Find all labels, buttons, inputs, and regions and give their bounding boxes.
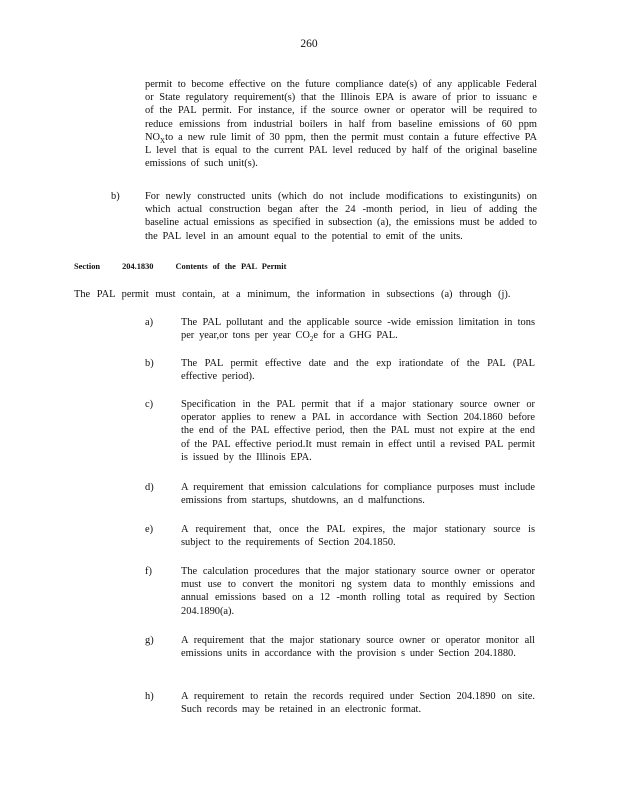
list-item-text: A requirement that, once the PAL expires, the major stationary source is subject to the requirements of Section 204.1850. [181,524,535,549]
page-number: 260 [300,38,318,50]
list-item-text: The PAL pollutant and the applicable source -wide emission limitation in tons per year,or tons per year $CO_2e$ for a GHG PAL. [181,317,535,344]
list-item-c [145,398,537,464]
list-item-text: Specification in the PAL permit that if a major stationary source owner or operator applies to renew a PAL in accordance with Section 204.1860 before the end of the PAL effective period, then the PAL must not expire at the end of the PAL effective period.It must remain in effect until a revised PAL permit is issued by the Illinois EPA. [181,399,535,463]
list-item-label: a) [145,317,154,328]
intro-paragraph: permit to become effective on the future compliance date(s) of any applicable Federal or State regulatory requirement(s) that the Illinois EPA is aware of prior to issuanc e of the PAL permit. For instance, if the source owner or operator will be required to reduce emissions from industrial boilers in half from baseline emissions of 60 ppm $NO_Xto$ a new rule limit of 30 ppm, then the permit must contain a future effective PA L level that is equal to the current PAL level reduced by half of the original baseline emissions of such unit(s). [145,79,537,170]
list-item-e [145,523,537,549]
section-label: Section [74,262,101,271]
list-item-d [145,481,537,507]
list-item-label: b) [145,358,154,369]
list-item-label: d) [145,482,154,493]
list-item-label: g) [145,635,154,646]
item-label-b-prev: b) [111,191,120,202]
list-item-b [145,357,537,383]
lead-paragraph: The PAL permit must contain, at a minimum, the information in subsections (a) through (j). [74,289,511,300]
list-item-g [145,634,537,660]
list-item-text: A requirement to retain the records required under Section 204.1890 on site. Such records may be retained in an electronic format. [181,691,535,716]
list-item-label: h) [145,691,154,702]
section-number: 204.1830 [122,262,154,271]
list-item-text: The PAL permit effective date and the exp irationdate of the PAL (PAL effective period). [181,358,535,383]
list-item-label: c) [145,399,154,410]
list-item-a [145,316,537,342]
item-text-b-prev: For newly constructed units (which do not include modifications to existingunits) on which actual construction began after the 24 -month period, in lieu of adding the baseline actual emissions as specified in subsection (a), the emissions must be added to the PAL level in an amount equal to the potential to emit of the units. [145,191,537,242]
list-item-label: f) [145,566,152,577]
list-item-f [145,565,537,618]
section-title: Contents of the PAL Permit [175,262,287,271]
list-item-label: e) [145,524,154,535]
list-item-text: A requirement that emission calculations for compliance purposes must include emissions from startups, shutdowns, an d malfunctions. [181,482,535,507]
list-item-text: A requirement that the major stationary source owner or operator monitor all emissions units in accordance with the provision s under Section 204.1880. [181,635,535,660]
section-heading [74,262,308,271]
list-item-text: The calculation procedures that the major stationary source owner or operator must use to convert the monitori ng system data to monthly emissions and annual emissions based on a 12 -month rolling total as required by Section 204.1890(a). [181,566,535,617]
list-item-h [145,690,537,716]
